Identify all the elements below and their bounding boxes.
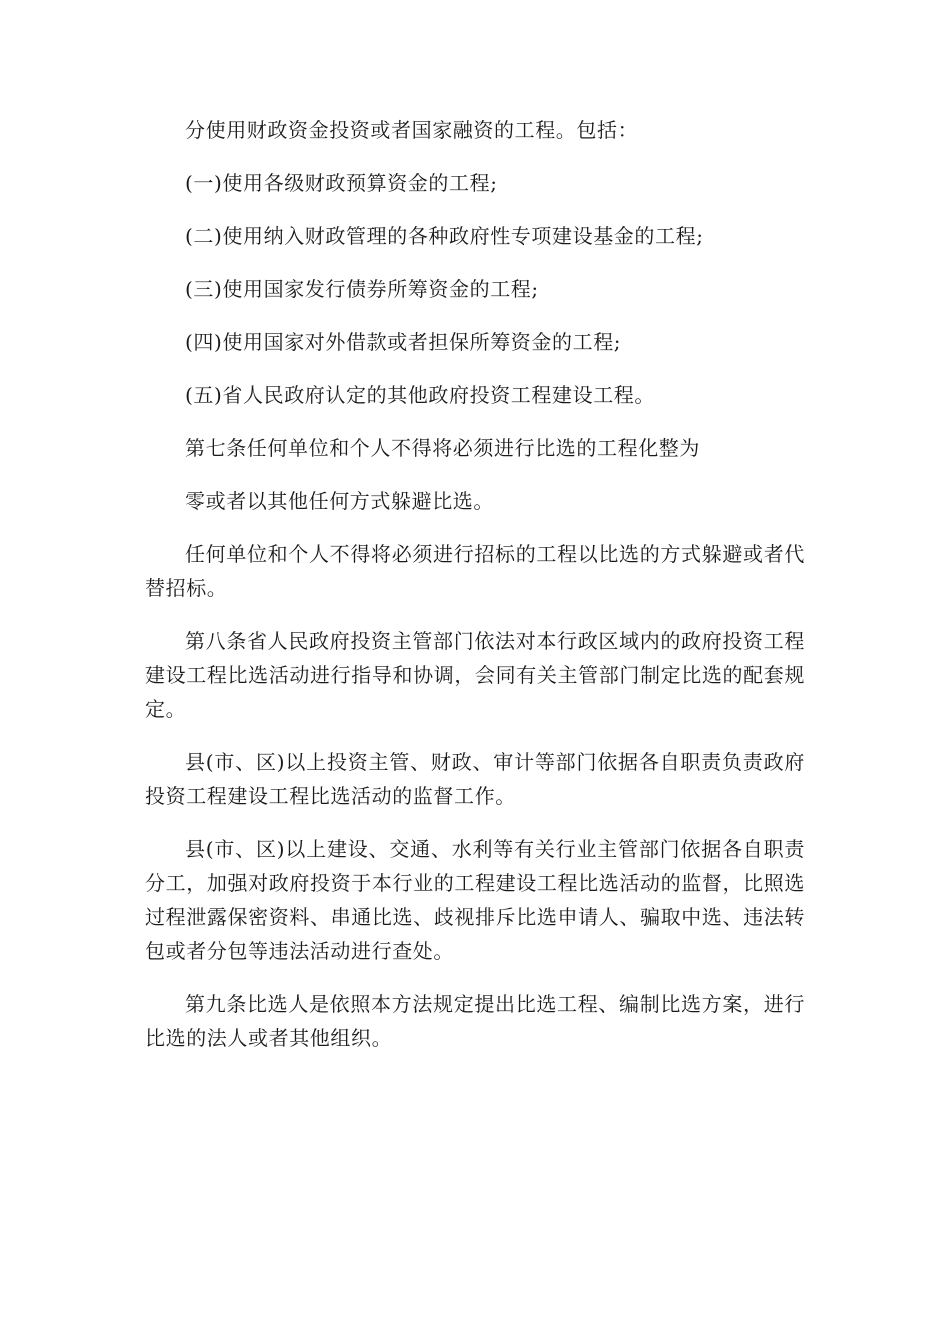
list-item-5: (五)省人民政府认定的其他政府投资工程建设工程。 — [185, 383, 656, 407]
paragraph-no-evasion: 任何单位和个人不得将必须进行招标的工程以比选的方式躲避或者代替招标。 — [145, 542, 805, 600]
paragraph-intro: 分使用财政资金投资或者国家融资的工程。包括： — [185, 118, 639, 142]
paragraph-supervision-investment: 县(市、区)以上投资主管、财政、审计等部门依据各自职责负责政府投资工程建设工程比选活动的监督工作。 — [145, 750, 805, 808]
document-body — [145, 113, 805, 1074]
article-9: 第九条比选人是依照本方法规定提出比选工程、编制比选方案，进行比选的法人或者其他组织。 — [145, 992, 805, 1050]
list-item-4: (四)使用国家对外借款或者担保所筹资金的工程; — [185, 330, 622, 354]
article-7-line-2: 零或者以其他任何方式躲避比选。 — [185, 489, 494, 513]
list-item-2: (二)使用纳入财政管理的各种政府性专项建设基金的工程; — [185, 224, 704, 248]
list-item-3: (三)使用国家发行债券所筹资金的工程; — [185, 277, 539, 301]
article-7-line-1: 第七条任何单位和个人不得将必须进行比选的工程化整为 — [185, 436, 700, 460]
paragraph-supervision-industry: 县(市、区)以上建设、交通、水利等有关行业主管部门依据各自职责分工，加强对政府投资于本行业的工程建设工程比选活动的监督，比照选过程泄露保密资料、串通比选、歧视排斥比选申请人、骗取中选、违法转包或者分包等违法活动进行查处。 — [145, 837, 805, 963]
article-8: 第八条省人民政府投资主管部门依法对本行政区域内的政府投资工程建设工程比选活动进行指导和协调，会同有关主管部门制定比选的配套规定。 — [145, 629, 805, 721]
list-item-1: (一)使用各级财政预算资金的工程; — [185, 171, 498, 195]
